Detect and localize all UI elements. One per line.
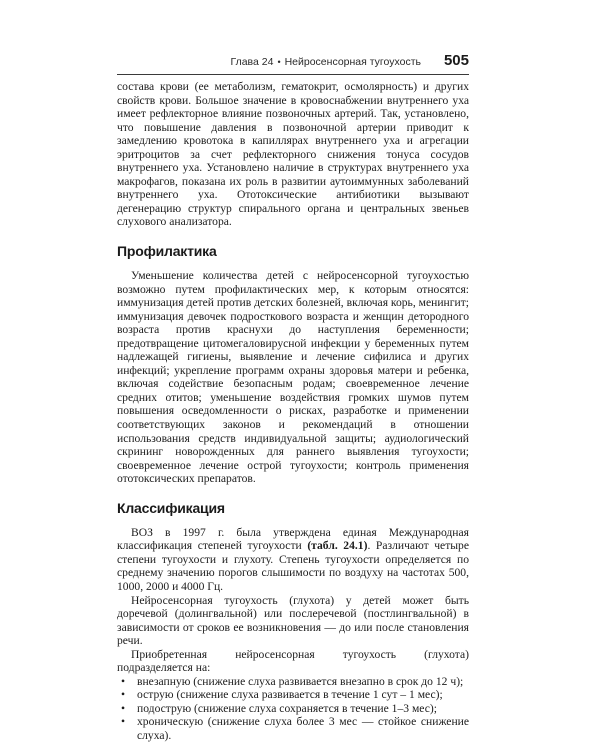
chapter-title: Нейросенсорная тугоухость — [284, 56, 421, 68]
section-heading-prophylaxis: Профилактика — [117, 243, 217, 260]
running-header — [117, 52, 469, 75]
table-reference: (табл. 24.1) — [307, 539, 368, 553]
list-item: • внезапную (снижение слуха развивается внезапно в срок до 12 ч); — [117, 675, 469, 689]
list-item: • хроническую (снижение слуха более 3 мес — стойкое снижение слуха). — [117, 715, 469, 742]
classification-paragraph-1 — [117, 526, 469, 594]
classification-p1-text-before: ВОЗ в 1997 г. была утверждена единая Международная классификация степеней тугоухости — [117, 525, 469, 553]
list-item: • подострую (снижение слуха сохраняется в течение 1–3 мес); — [117, 702, 469, 716]
classification-paragraph-2: Нейросенсорная тугоухость (глухота) у детей может быть доречевой (долингвальной) или послеречевой (постлингвальной) в зависимости от сроков ее возникновения — до или после становления речи. — [117, 593, 469, 648]
intro-paragraph: состава крови (ее метаболизм, гематокрит, осмолярность) и других свойств крови. Большое значение в кровоснабжении внутреннего уха имеет рефлекторное влияние позвоночных артерий. Так, установлено, что повышение давления в позвоночной артерии приводит к замедлению кровотока в капиллярах внутреннего уха и агрегации эритроцитов за счет рефлекторного снижения тонуса сосудов внутреннего уха. Установлено наличие в структурах внутреннего уха макрофагов, показана их роль в развитии аутоиммунных заболеваний внутреннего уха. Ототоксические антибиотики вызывают дегенерацию структур спирального органа и центральных звеньев слухового анализатора. — [117, 80, 469, 229]
classification-p1-text-after: . Различают четыре степени тугоухости и глухоту. Степень тугоухости определяется по среднему значению порогов слышимости по воздуху на частотах 500, 1000, 2000 и 4000 Гц. — [117, 539, 469, 593]
classification-paragraph-3: Приобретенная нейросенсорная тугоухость (глухота) подразделяется на: — [117, 647, 469, 675]
page-number: 505 — [443, 52, 469, 69]
running-header-chapter — [230, 56, 421, 68]
section-heading-classification: Классификация — [117, 499, 225, 516]
page-body — [117, 80, 469, 743]
chapter-label: Глава 24 — [230, 56, 274, 68]
acquired-types-list — [117, 675, 469, 743]
prophylaxis-paragraph: Уменьшение количества детей с нейросенсорной тугоухостью возможно путем профилактических мер, к которым относятся: иммунизация детей против детских болезней, включая корь, менингит; иммунизация девочек подросткового возраста и женщин детородного возраста против краснухи до наступления беременности; предотвращение цитомегаловирусной инфекции у беременных путем надлежащей гигиены, выявление и лечение сифилиса и других инфекций; укрепление программ охраны здоровья матери и ребенка, включая содействие безопасным родам; своевременное лечение средних отитов; уменьшение воздействия громких шумов путем повышения осведомленности о рисках, разработке и применении соответствующих законов и рекомендаций в отношении использования средств индивидуальной защиты; аудиологический скрининг новорожденных для раннего выявления тугоухости; своевременное лечение острой тугоухости; контроль применения ототоксических препаратов. — [117, 269, 469, 486]
header-separator: • — [277, 57, 281, 67]
list-item: • острую (снижение слуха развивается в течение 1 сут – 1 мес); — [117, 688, 469, 702]
